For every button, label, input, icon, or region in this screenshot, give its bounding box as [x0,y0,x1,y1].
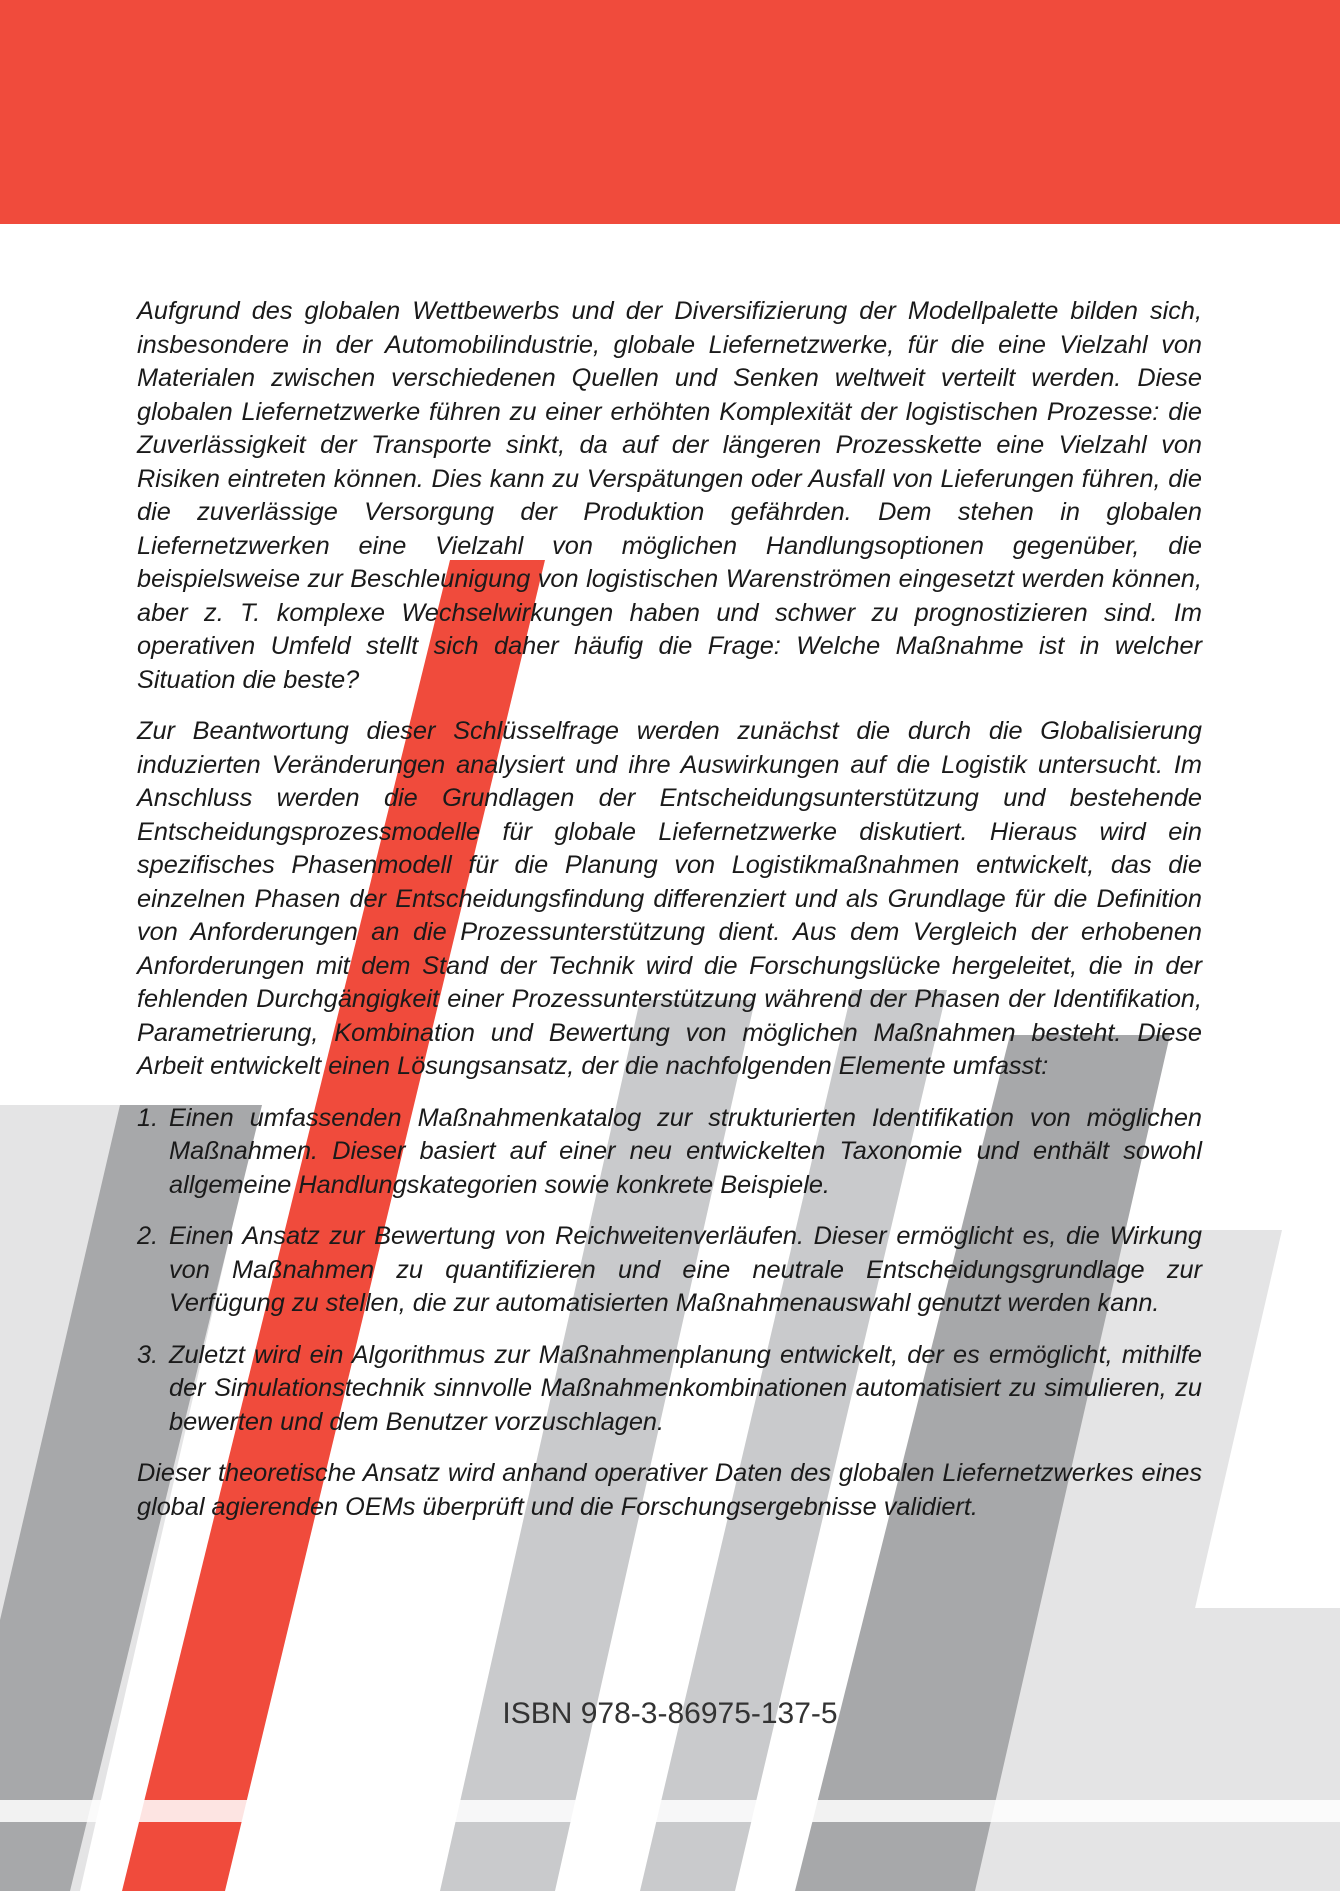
list-text: Einen Ansatz zur Bewertung von Reichweitenverläufen. Dieser ermöglicht es, die Wirkung von Maßnahmen zu quantifizieren und eine neutrale Entscheidungsgrundlage zur Verfügung zu stellen, die zur automatisierten Maßnahmenauswahl genutzt werden kann. [169,1222,1202,1317]
list-item [137,1339,1202,1440]
list-item [137,1220,1202,1321]
list-item [137,1102,1202,1203]
list-number: 3. [137,1340,159,1369]
approach-paragraph: Zur Beantwortung dieser Schlüsselfrage werden zunächst die durch die Globalisierung induzierten Veränderungen analysiert und ihre Auswirkungen auf die Logistik untersucht. Im Anschluss werden die Grundlagen der Entscheidungsunterstützung und bestehende Entscheidungsprozessmodelle für globale Liefernetzwerke diskutiert. Hieraus wird ein spezifisches Phasenmodell für die Planung von Logistikmaßnahmen entwickelt, das die einzelnen Phasen der Entscheidungsfindung differenziert und als Grundlage für die Definition von Anforderungen an die Prozessunterstützung dient. Aus dem Vergleich der erhobenen Anforderungen mit dem Stand der Technik wird die Forschungslücke hergeleitet, die in der fehlenden Durchgängigkeit einer Prozessunterstützung während der Phasen der Identifikation, Parametrierung, Kombination und Bewertung von möglichen Maßnahmen besteht. Diese Arbeit entwickelt einen Lösungsansatz, der die nachfolgenden Elemente umfasst: [137,717,1202,1080]
list-text: Zuletzt wird ein Algorithmus zur Maßnahmenplanung entwickelt, der es ermöglicht, mithilfe der Simulationstechnik sinnvolle Maßnahmenkombinationen automatisiert zu simulieren, zu bewerten und dem Benutzer vorzuschlagen. [169,1340,1202,1436]
isbn: ISBN 978-3-86975-137-5 [502,1697,838,1730]
intro-paragraph: Aufgrund des globalen Wettbewerbs und der Diversifizierung der Modellpalette bilden sich, insbesondere in der Automobilindustrie, globale Liefernetzwerke, für die eine Vielzahl von Materialen zwischen verschiedenen Quellen und Senken weltweit verteilt werden. Diese globalen Liefernetzwerke führen zu einer erhöhten Komplexität der logistischen Prozesse: die Zuverlässigkeit der Transporte sinkt, da auf der längeren Prozesskette eine Vielzahl von Risiken eintreten können. Dies kann zu Verspätungen oder Ausfall von Lieferungen führen, die die zuverlässige Versorgung der Produktion gefährden. Dem stehen in globalen Liefernetzwerken eine Vielzahl von möglichen Handlungsoptionen gegenüber, die beispielsweise zur Beschleunigung von logistischen Warenströmen eingesetzt werden können, aber z. T. komplexe Wechselwirkungen haben und schwer zu prognostizieren sind. Im operativen Umfeld stellt sich daher häufig die Frage: Welche Maßnahme ist in welcher Situation die beste? [137,297,1202,694]
list-text: Einen umfassenden Maßnahmenkatalog zur strukturierten Identifikation von möglichen Maßnahmen. Dieser basiert auf einer neu entwickelten Taxonomie und enthält sowohl allgemeine Handlungskategorien sowie konkrete Beispiele. [169,1103,1202,1199]
list-number: 1. [137,1103,159,1132]
closing-paragraph: Dieser theoretische Ansatz wird anhand operativer Daten des globalen Liefernetzwerkes eines global agierenden OEMs überprüft und die Forschungsergebnisse validiert. [137,1459,1202,1521]
top-red-band [0,0,1340,224]
cover-text [137,295,1202,1542]
list-number: 2. [137,1222,159,1250]
elements-list [137,1102,1202,1440]
white-horizontal-band [0,1800,1340,1822]
